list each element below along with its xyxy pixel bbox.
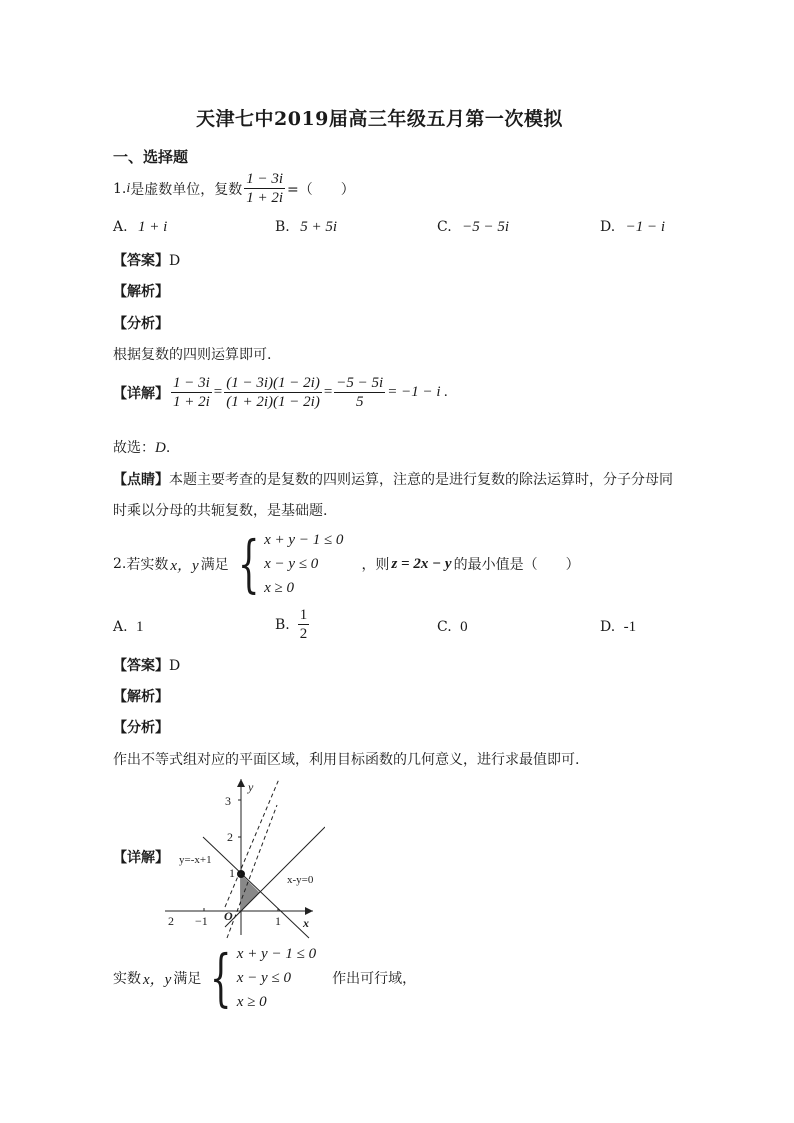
q2-option-d	[600, 619, 636, 636]
option-value: −1 − i	[625, 219, 666, 235]
option-label: C.	[437, 619, 452, 635]
y-axis-label: y	[248, 780, 254, 794]
option-label: A.	[113, 219, 128, 235]
q1-dianjing-line1	[113, 469, 673, 489]
tail-xy: x，y	[143, 971, 172, 988]
q1-detail: 【详解】 $\frac{1 - 3i}{1 + 2i}$ = $\frac{(1 - 3i)(1 - 2i)}{(1 + 2i)(1 - 2i)}$ = $\frac{-5 - 5i}{5}$ = −1 − i .	[113, 375, 449, 410]
q2-analysis-tag: 【解析】	[113, 689, 169, 705]
detail-frac-2	[224, 374, 322, 411]
feasible-region-graph	[165, 775, 325, 940]
answer-tag: 【答案】	[113, 658, 169, 674]
q1-answer	[113, 250, 180, 270]
q2-option-c	[437, 619, 468, 636]
option-label: B.	[275, 219, 290, 235]
line2-label: x-y=0	[287, 874, 314, 886]
frac-den: (1 + 2i)(1 − 2i)	[226, 394, 320, 410]
q1-option-a	[113, 219, 167, 236]
q1-fraction	[244, 170, 285, 207]
q2-stem-c: ，则	[361, 557, 390, 573]
q2-stem-b: 满足	[200, 557, 229, 573]
line-y-neg-x-plus-1	[203, 837, 309, 938]
option-value: 0	[460, 619, 468, 635]
ineq-1: x + y − 1 ≤ 0	[236, 946, 317, 962]
q1-number: 1.	[113, 180, 127, 197]
tail-c: 作出可行域，	[332, 971, 417, 987]
q1-stem-text: 是虚数单位，复数	[130, 181, 243, 198]
frac-den: 1 + 2i	[173, 394, 210, 410]
q2-stem-a: 若实数	[126, 557, 169, 573]
option-value: -1	[623, 619, 637, 635]
feasible-region	[241, 874, 260, 911]
tick-x-1: 1	[275, 914, 281, 928]
frac-num: 1 − 3i	[173, 375, 210, 391]
q2-option-a	[113, 619, 144, 636]
ineq-3: x ≥ 0	[264, 580, 295, 596]
q1-stem-end: =（ ）	[287, 181, 355, 198]
tail-system	[201, 942, 316, 1014]
frac-den: 2	[299, 626, 308, 642]
q2-option-b	[275, 606, 311, 643]
q1-dianjing-line2: 时乘以分母的共轭复数，是基础题.	[113, 503, 328, 519]
q1-option-c	[437, 219, 509, 236]
dianjing-tag: 【点睛】	[113, 472, 169, 488]
q2-stem	[113, 528, 580, 600]
q1-frac-num: 1 − 3i	[246, 171, 284, 187]
q2-answer	[113, 655, 180, 675]
option-label: C.	[437, 219, 452, 235]
answer-value: D	[169, 658, 181, 674]
choose-value: D	[155, 440, 166, 456]
detail-frac-3	[334, 374, 385, 411]
option-label: D.	[600, 619, 616, 635]
q2-z-expr: z = 2x − y	[391, 555, 452, 572]
tail-b: 满足	[173, 971, 202, 987]
dianjing-text: 本题主要考查的是复数的四则运算，注意的是进行复数的除法运算时，分子分母同	[169, 472, 673, 488]
choose-label: 故选：	[113, 440, 155, 456]
frac-num: −5 − 5i	[336, 375, 384, 391]
line1-label: y=-x+1	[179, 854, 212, 866]
option-value: 5 + 5i	[300, 219, 337, 235]
answer-tag: 【答案】	[113, 253, 169, 269]
tick-y-3: 3	[225, 794, 231, 808]
page-title: 天津七中2019届高三年级五月第一次模拟	[196, 108, 563, 130]
option-label: B.	[275, 616, 290, 633]
q1-option-d	[600, 219, 665, 236]
y-axis-arrow	[237, 779, 245, 787]
option-b-fraction	[298, 606, 310, 643]
tick-y-2: 2	[227, 830, 233, 844]
tail-a: 实数	[113, 971, 141, 987]
q1-fenxi-tag: 【分析】	[113, 316, 169, 332]
q1-analysis-tag: 【解析】	[113, 284, 169, 300]
detail-result: = −1 − i .	[387, 384, 449, 400]
tick-x-2: 2	[168, 914, 174, 928]
detail-frac-1	[171, 374, 212, 411]
q2-xy: x，y	[170, 557, 199, 574]
x-axis-label: x	[303, 916, 309, 930]
q1-choose	[113, 437, 170, 457]
option-value: −5 − 5i	[462, 219, 510, 235]
q1-var-i: i	[126, 180, 131, 196]
brace-glyph: {	[210, 941, 232, 1014]
option-value: 1	[136, 619, 144, 635]
q1-stem	[113, 170, 355, 207]
ineq-2: x − y ≤ 0	[264, 556, 319, 572]
q1-fenxi-text: 根据复数的四则运算即可.	[113, 347, 272, 363]
option-label: A.	[113, 619, 128, 635]
choose-end: .	[165, 440, 171, 456]
origin-label: O	[224, 909, 233, 923]
option-value: 1 + i	[138, 219, 168, 235]
q2-tail	[113, 942, 416, 1014]
frac-num: (1 − 3i)(1 − 2i)	[226, 375, 320, 391]
detail-tag: 【详解】	[113, 385, 169, 402]
q2-detail-tag: 【详解】	[113, 850, 169, 866]
q2-system	[229, 528, 344, 600]
ineq-1: x + y − 1 ≤ 0	[264, 532, 344, 548]
q2-fenxi-tag: 【分析】	[113, 720, 169, 736]
q2-stem-d: 的最小值是（ ）	[453, 557, 580, 573]
q2-number: 2.	[113, 556, 127, 572]
q2-fenxi-text: 作出不等式组对应的平面区域，利用目标函数的几何意义，进行求最值即可.	[113, 752, 580, 768]
frac-den: 5	[356, 394, 364, 410]
frac-num: 1	[299, 607, 308, 623]
section-heading: 一、选择题	[113, 148, 189, 166]
q1-frac-den: 1 + 2i	[246, 190, 284, 206]
brace-glyph: {	[237, 527, 260, 600]
option-label: D.	[600, 219, 616, 235]
ineq-3: x ≥ 0	[236, 994, 267, 1010]
tick-y-1: 1	[229, 866, 235, 880]
tick-x-neg1: −1	[195, 914, 208, 928]
ineq-2: x − y ≤ 0	[236, 970, 291, 986]
answer-value: D	[169, 253, 181, 269]
x-axis-arrow	[305, 907, 313, 915]
q1-option-b	[275, 219, 337, 236]
